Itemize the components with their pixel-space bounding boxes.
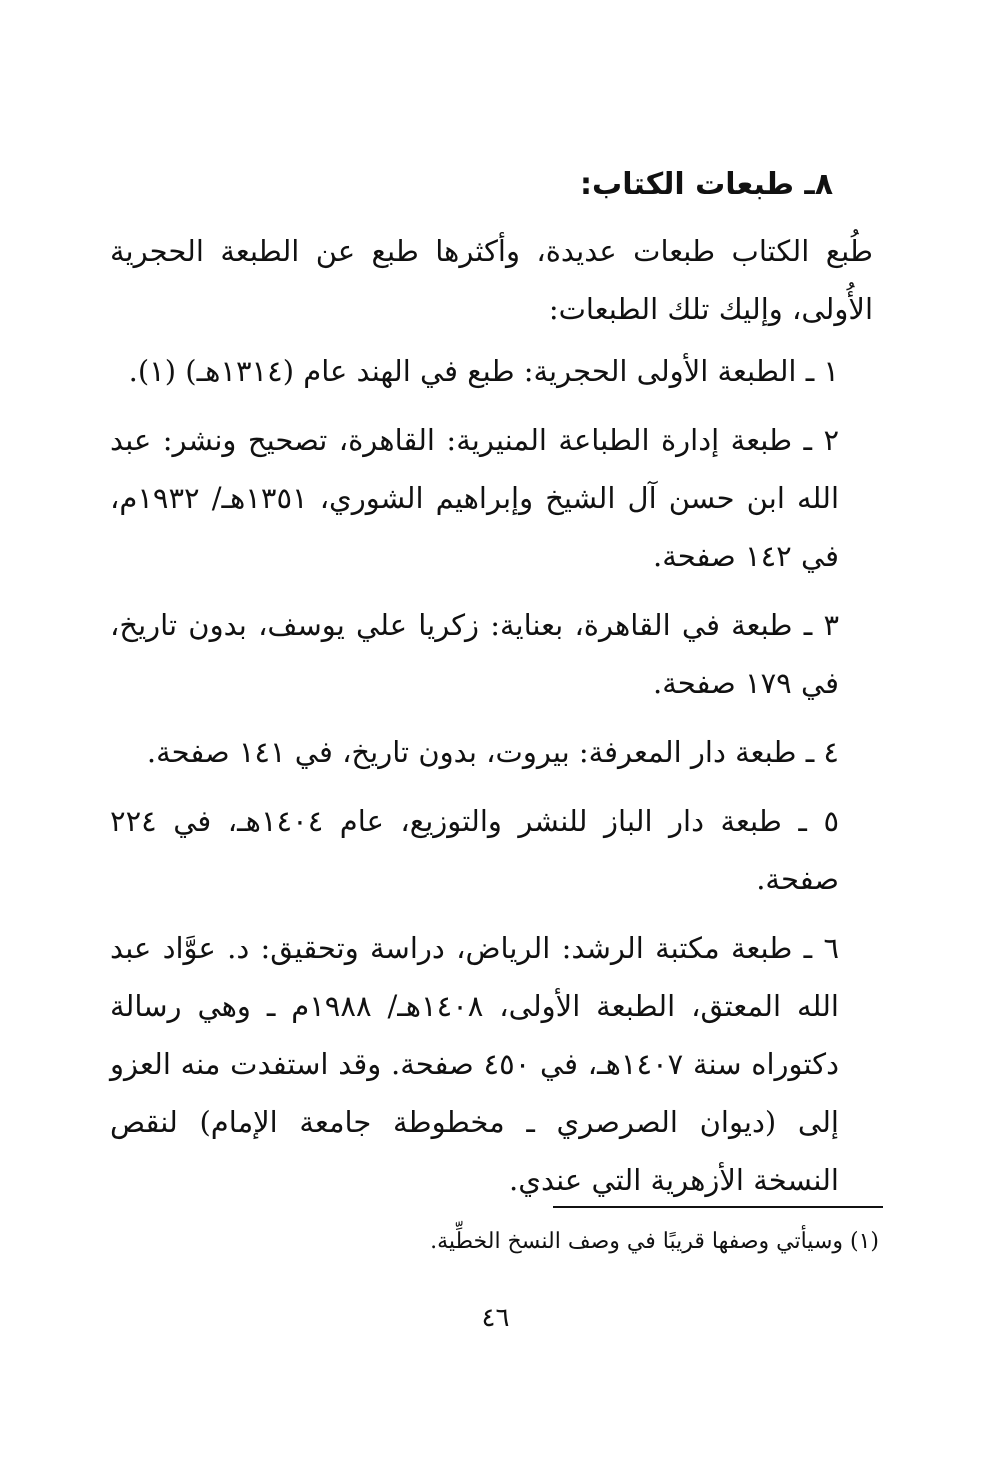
section-heading: ٨ـ طبعات الكتاب:: [580, 167, 833, 202]
item-number: ٣ ـ: [803, 608, 840, 642]
item-text: طبعة دار المعرفة: بيروت، بدون تاريخ، في ١٤١ صفحة.: [146, 735, 797, 769]
list-item: [110, 792, 839, 908]
list-item: [110, 596, 839, 712]
list-item: [110, 723, 839, 781]
editions-list: [110, 342, 839, 1220]
item-number: ٥ ـ: [798, 804, 840, 838]
item-text: طبعة إدارة الطباعة المنيرية: القاهرة، تصحيح ونشر: عبد الله ابن حسن آل الشيخ وإبراهيم الشوري، ١٣٥١هـ/ ١٩٣٢م، في ١٤٢ صفحة.: [110, 423, 840, 573]
item-number: ٢ ـ: [803, 423, 840, 457]
item-number: ١ ـ: [805, 354, 839, 388]
item-text: الطبعة الأولى الحجرية: طبع في الهند عام (١٣١٤هـ) (١).: [128, 354, 797, 388]
page-number: ٤٦: [481, 1303, 510, 1333]
footnote-divider: [553, 1206, 883, 1208]
item-text: طبعة دار الباز للنشر والتوزيع، عام ١٤٠٤هـ، في ٢٢٤ صفحة.: [110, 804, 839, 896]
list-item: [110, 919, 839, 1209]
item-number: ٤ ـ: [805, 735, 839, 769]
list-item: [110, 342, 839, 400]
item-text: طبعة في القاهرة، بعناية: زكريا علي يوسف، بدون تاريخ، في ١٧٩ صفحة.: [110, 608, 839, 700]
footnote: (١) وسيأتي وصفها قريبًا في وصف النسخ الخطِّية.: [430, 1229, 879, 1254]
intro-paragraph: طُبع الكتاب طبعات عديدة، وأكثرها طبع عن الطبعة الحجرية الأُولى، وإليك تلك الطبعات:: [110, 234, 873, 326]
item-text: طبعة مكتبة الرشد: الرياض، دراسة وتحقيق: د. عوَّاد عبد الله المعتق، الطبعة الأولى، ١٤٠٨هـ/ ١٩٨٨م ـ وهي رسالة دكتوراه سنة ١٤٠٧هـ، في ٤٥٠ صفحة. وقد استفدت منه العزو إلى (ديوان الصرصري ـ مخطوطة جامعة الإمام) لنقص النسخة الأزهرية التي عندي.: [110, 931, 839, 1197]
item-number: ٦ ـ: [803, 931, 840, 965]
list-item: [110, 411, 839, 585]
